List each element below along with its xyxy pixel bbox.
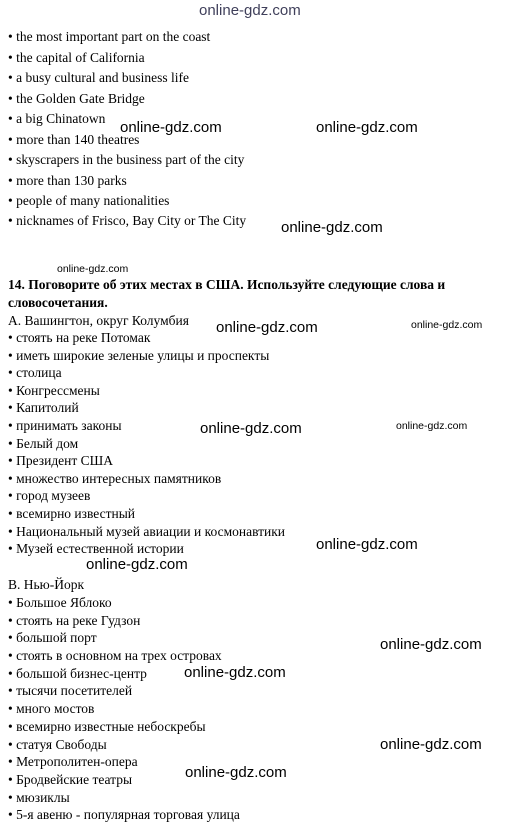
list-item: • Президент США: [8, 453, 114, 468]
list-item: • more than 140 theatres: [8, 132, 140, 147]
list-item: • Национальный музей авиации и космонавтики: [8, 524, 286, 539]
watermark: online-gdz.com: [200, 420, 302, 437]
list-item: • more than 130 parks: [8, 173, 127, 188]
list-item: • the capital of California: [8, 50, 145, 65]
list-item: • стоять в основном на трех островах: [8, 648, 222, 663]
list-item: • 5-я авеню - популярная торговая улица: [8, 807, 240, 822]
watermark: online-gdz.com: [86, 556, 188, 573]
watermark: online-gdz.com: [316, 119, 418, 136]
list-item: • Бродвейские театры: [8, 772, 133, 787]
list-item: • Музей естественной истории: [8, 541, 184, 556]
list-item: • skyscrapers in the business part of the city: [8, 152, 245, 167]
list-item: • всемирно известный: [8, 506, 136, 521]
watermark: online-gdz.com: [411, 319, 483, 331]
list-item: • the Golden Gate Bridge: [8, 91, 145, 106]
watermark: online-gdz.com: [281, 219, 383, 236]
list-item: • иметь широкие зеленые улицы и проспекты: [8, 348, 270, 363]
list-item: • Большое Яблоко: [8, 595, 112, 610]
watermark: online-gdz.com: [396, 420, 468, 432]
list-item: • стоять на реке Потомак: [8, 330, 151, 345]
watermark: online-gdz.com: [185, 764, 287, 781]
list-item: • большой бизнес-центр: [8, 666, 147, 681]
list-item: • the most important part on the coast: [8, 29, 211, 44]
watermark: online-gdz.com: [216, 319, 318, 336]
list-item: • Белый дом: [8, 436, 79, 451]
list-item: • a big Chinatown: [8, 111, 106, 126]
list-item: • принимать законы: [8, 418, 122, 433]
list-item: • тысячи посетителей: [8, 683, 133, 698]
list-item: • всемирно известные небоскребы: [8, 719, 206, 734]
list-item: • Конгрессмены: [8, 383, 100, 398]
watermark: online-gdz.com: [120, 119, 222, 136]
list-item: • город музеев: [8, 488, 91, 503]
list-item: • большой порт: [8, 630, 97, 645]
watermark: online-gdz.com: [184, 664, 286, 681]
list-item: • столица: [8, 365, 62, 380]
list-item: • статуя Свободы: [8, 737, 107, 752]
list-item: • много мостов: [8, 701, 95, 716]
section-b-heading: В. Нью-Йорк: [8, 577, 85, 592]
list-item: • nicknames of Frisco, Bay City or The City: [8, 213, 247, 228]
list-item: • мюзиклы: [8, 790, 70, 805]
exercise-heading-cont: словосочетания.: [8, 295, 108, 310]
list-item: • стоять на реке Гудзон: [8, 613, 141, 628]
list-item: • множество интересных памятников: [8, 471, 222, 486]
list-item: • people of many nationalities: [8, 193, 170, 208]
list-item: • a busy cultural and business life: [8, 70, 189, 85]
watermark: online-gdz.com: [199, 2, 301, 19]
list-item: • Метрополитен-опера: [8, 754, 138, 769]
section-a-heading: А. Вашингтон, округ Колумбия: [8, 313, 189, 328]
exercise-heading: 14. Поговорите об этих местах в США. Используйте следующие слова и: [8, 277, 446, 292]
watermark: online-gdz.com: [57, 263, 129, 275]
watermark: online-gdz.com: [316, 536, 418, 553]
watermark: online-gdz.com: [380, 636, 482, 653]
watermark: online-gdz.com: [380, 736, 482, 753]
list-item: • Капитолий: [8, 400, 79, 415]
